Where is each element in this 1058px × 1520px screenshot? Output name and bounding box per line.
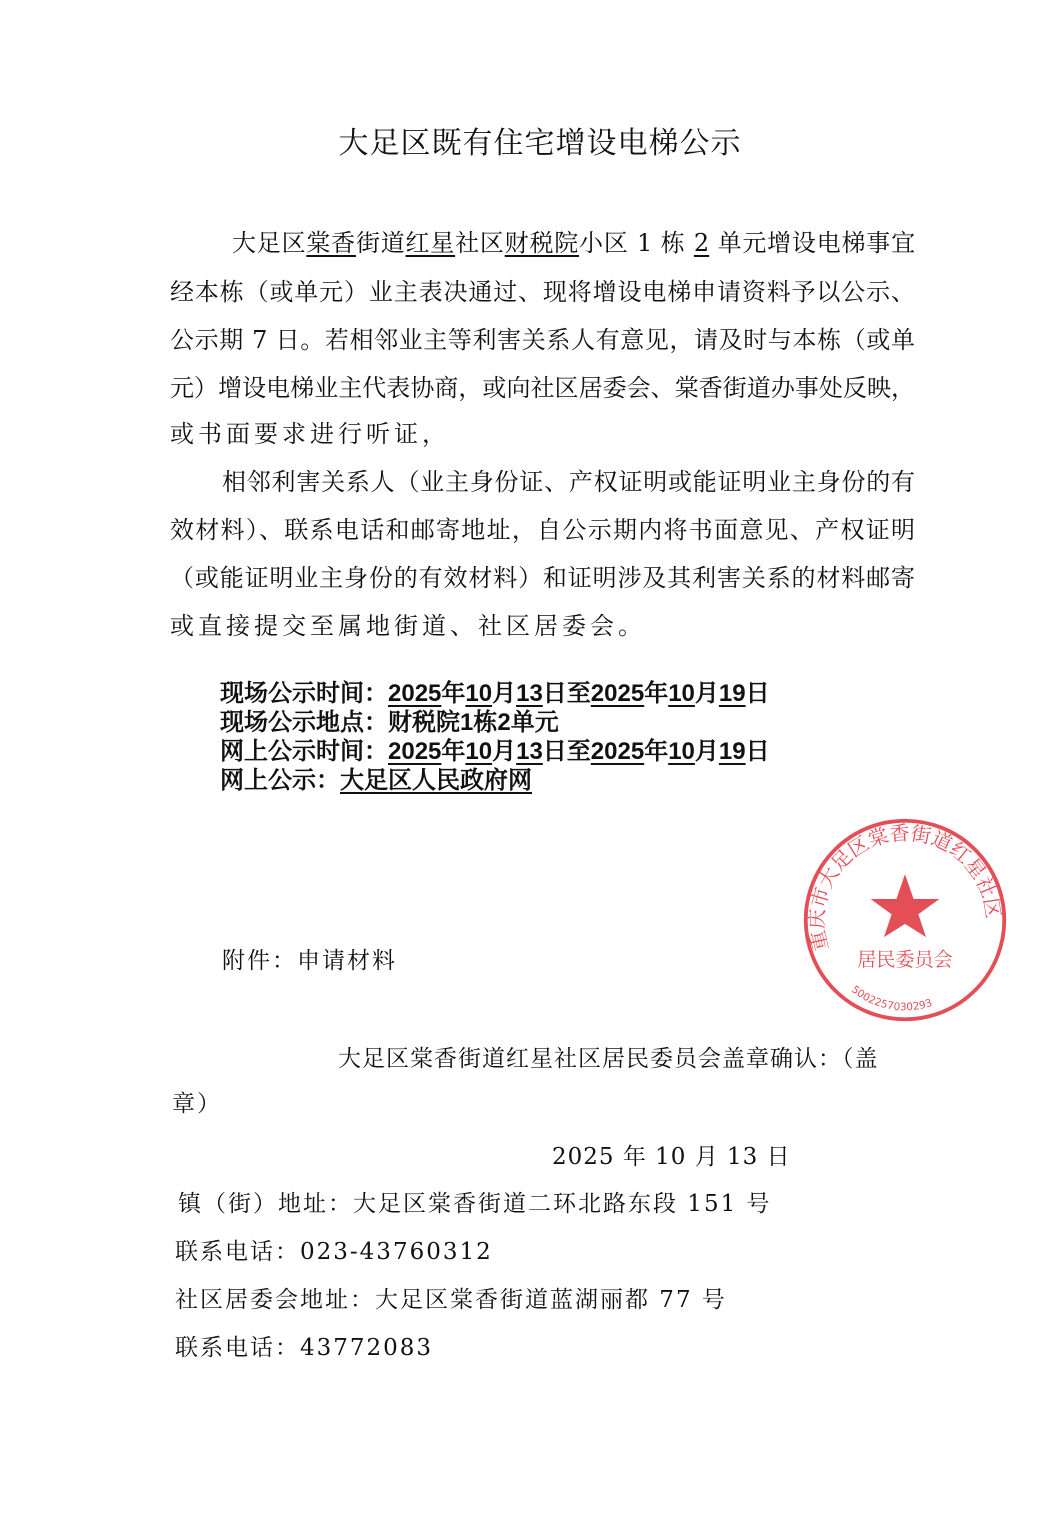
date-unit: 至 xyxy=(566,680,591,707)
community-phone: 联系电话：43772083 xyxy=(175,1335,434,1361)
date-unit: 年 xyxy=(644,680,669,707)
paragraph-1-line-2: 经本栋（或单元）业主表决通过、现将增设电梯申请资料予以公示、 xyxy=(170,278,915,306)
paragraph-2-line-3: （或能证明业主身份的有效材料）和证明涉及其利害关系的材料邮寄 xyxy=(170,564,915,592)
online-site-label: 网上公示： xyxy=(220,767,340,794)
text-segment: 小区 1 栋 xyxy=(579,229,694,257)
date-unit: 日 xyxy=(745,680,770,707)
date-unit: 年 xyxy=(441,680,466,707)
text-segment: 社区 xyxy=(455,229,505,257)
stamp-ring-text: 重庆市大足区棠香街道红星社区 xyxy=(804,820,1006,954)
paragraph-1-line-3: 公示期 7 日。若相邻业主等利害关系人有意见，请及时与本栋（或单 xyxy=(170,326,915,354)
stamp-code: 5002257030293 xyxy=(848,983,934,1014)
date-value: 13 xyxy=(516,680,543,707)
community-address: 社区居委会地址：大足区棠香街道蓝湖丽都 77 号 xyxy=(175,1287,727,1313)
paragraph-1-line-1 xyxy=(232,228,915,258)
date-unit: 年 xyxy=(441,738,466,765)
online-date-range xyxy=(388,738,770,765)
paragraph-1-line-4: 元）增设电梯业主代表协商，或向社区居委会、棠香街道办事处反映， xyxy=(170,374,915,402)
committee-confirmation: 大足区棠香街道红星社区居民委员会盖章确认：（盖 xyxy=(338,1046,879,1072)
paragraph-2-line-2: 效材料）、联系电话和邮寄地址，自公示期内将书面意见、产权证明 xyxy=(170,516,915,544)
text-segment: 单元增设电梯事宜 xyxy=(709,229,916,257)
onsite-place-value: 财税院1栋2单元 xyxy=(388,709,559,736)
date-value: 2025 xyxy=(590,738,645,765)
date-value: 10 xyxy=(668,738,695,765)
date-value: 10 xyxy=(465,738,493,765)
date-unit: 日 xyxy=(542,680,567,707)
date-unit: 日 xyxy=(542,738,567,765)
online-time xyxy=(220,738,770,766)
text-segment: 街道 xyxy=(355,229,406,257)
onsite-place xyxy=(220,709,559,737)
filled-blank: 财税院 xyxy=(504,229,580,257)
paragraph-2-line-4: 或直接提交至属地街道、社区居委会。 xyxy=(170,612,646,640)
street-phone: 联系电话：023-43760312 xyxy=(175,1239,493,1265)
paragraph-2-line-1: 相邻利害关系人（业主身份证、产权证明或能证明业主身份的有 xyxy=(222,468,915,496)
date-value: 10 xyxy=(465,680,493,707)
online-time-label: 网上公示时间： xyxy=(220,738,388,765)
date-value: 19 xyxy=(718,680,746,707)
official-seal-stamp xyxy=(800,815,1010,1025)
date-unit: 月 xyxy=(492,738,517,765)
date-unit: 年 xyxy=(644,738,669,765)
date-unit: 至 xyxy=(566,738,591,765)
date-value: 2025 xyxy=(590,680,645,707)
date-value: 10 xyxy=(668,680,695,707)
date-value: 2025 xyxy=(388,738,442,765)
filled-blank: 红星 xyxy=(405,229,456,257)
onsite-date-range xyxy=(388,680,770,707)
onsite-place-label: 现场公示地点： xyxy=(220,709,388,736)
date-unit: 月 xyxy=(694,738,719,765)
date-value: 13 xyxy=(516,738,543,765)
onsite-time xyxy=(220,680,770,708)
filled-blank: 棠香 xyxy=(306,229,356,257)
text-segment: 大足区 xyxy=(232,229,307,257)
street-address: 镇（街）地址：大足区棠香街道二环北路东段 151 号 xyxy=(178,1191,772,1217)
date-value: 19 xyxy=(718,738,746,765)
date-unit: 月 xyxy=(694,680,719,707)
page-title: 大足区既有住宅增设电梯公示 xyxy=(338,126,742,161)
filled-blank: 2 xyxy=(693,229,710,257)
online-site-link[interactable]: 大足区人民政府网 xyxy=(340,767,532,794)
paragraph-1-line-5: 或书面要求进行听证， xyxy=(170,420,450,448)
committee-confirmation-cont: 章） xyxy=(172,1091,222,1117)
date-unit: 月 xyxy=(492,680,517,707)
date-value: 2025 xyxy=(388,680,442,707)
attachment-note: 附件：申请材料 xyxy=(222,948,397,974)
onsite-time-label: 现场公示时间： xyxy=(220,680,388,707)
date-unit: 日 xyxy=(745,738,770,765)
online-site xyxy=(220,767,532,795)
notice-date: 2025 年 10 月 13 日 xyxy=(552,1144,791,1170)
star-icon xyxy=(871,874,940,937)
stamp-bottom-text: 居民委员会 xyxy=(857,947,953,971)
